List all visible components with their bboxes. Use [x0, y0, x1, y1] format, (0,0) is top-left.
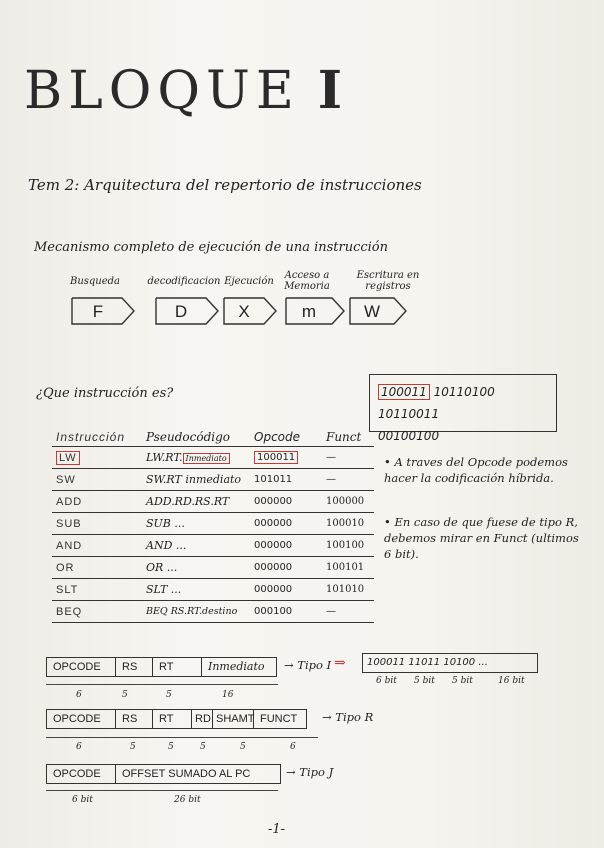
- header-opcode: Opcode: [250, 428, 322, 447]
- width-label: 6: [76, 742, 82, 752]
- cell-funct: 100100: [322, 535, 374, 557]
- stage-d-letter: D: [174, 302, 188, 321]
- cell-instr: ADD: [52, 491, 142, 513]
- table-header-row: [52, 428, 374, 447]
- cell-funct: —: [322, 469, 374, 491]
- table-row: [52, 557, 374, 579]
- mechanism-title: Mecanismo completo de ejecución de una instrucción: [34, 240, 389, 255]
- field-rt: RT: [153, 658, 202, 676]
- cell-pseudo: SW.RT inmediato: [142, 469, 250, 491]
- width-label: 5: [130, 742, 136, 752]
- example-bits-box: 100011 11011 10100 ...: [362, 653, 538, 673]
- example-width: 5 bit: [414, 676, 435, 686]
- instruction-table: [52, 428, 374, 623]
- stage-label-decode: decodificacion: [147, 276, 221, 287]
- cell-pseudo: OR ...: [142, 557, 250, 579]
- cell-pseudo: SUB ...: [142, 513, 250, 535]
- format-r-type: → Tipo R: [322, 710, 374, 724]
- bits-line1-rest: 10110100 10110011: [378, 385, 495, 421]
- cell-instr: LW: [56, 451, 80, 465]
- width-label: 16: [222, 690, 234, 700]
- stage-m-letter: m: [301, 302, 317, 321]
- opcode-bits-highlight: 100011: [378, 384, 430, 400]
- cell-opcode: 000000: [250, 579, 322, 601]
- width-label: 5: [166, 690, 172, 700]
- width-label: 5: [168, 742, 174, 752]
- width-label: 6: [76, 690, 82, 700]
- cell-funct: —: [322, 447, 374, 469]
- note-funct: • En caso de que fuese de tipo R, debemos mirar en Funct (ultimos 6 bit).: [384, 515, 579, 561]
- field-rs: RS: [116, 710, 153, 728]
- format-i-row: [46, 657, 277, 677]
- title-roman-numeral: I: [317, 60, 349, 121]
- cell-instr: BEQ: [52, 601, 142, 623]
- format-j-scale: [46, 790, 278, 791]
- width-label: 6: [290, 742, 296, 752]
- cell-funct: 101010: [322, 579, 374, 601]
- field-shamt: SHAMT: [213, 710, 254, 728]
- table-row: [52, 447, 374, 469]
- cell-instr: SUB: [52, 513, 142, 535]
- cell-pseudo: SLT ...: [142, 579, 250, 601]
- page-number: -1-: [268, 822, 286, 837]
- example-arrow: ⇒: [334, 655, 346, 671]
- header-funct: Funct: [322, 428, 374, 447]
- cell-pseudo: BEQ RS.RT.destino: [142, 601, 250, 623]
- instruction-bits-box: [369, 374, 557, 443]
- field-rd: RD: [192, 710, 213, 728]
- pipeline-diagram: [60, 296, 420, 330]
- table-row: [52, 535, 374, 557]
- stage-w-letter: W: [363, 302, 381, 321]
- stage-x-letter: X: [238, 302, 250, 321]
- cell-funct: 100101: [322, 557, 374, 579]
- stage-f-letter: F: [92, 302, 104, 321]
- format-i-type: → Tipo I: [284, 658, 332, 672]
- cell-pseudo-highlight: Inmediato: [183, 453, 230, 464]
- cell-instr: AND: [52, 535, 142, 557]
- cell-pseudo: ADD.RD.RS.RT: [142, 491, 250, 513]
- cell-opcode: 000000: [250, 491, 322, 513]
- width-label: 5: [200, 742, 206, 752]
- table-row: [52, 579, 374, 601]
- question-text: ¿Que instrucción es?: [36, 386, 174, 401]
- width-label: 26 bit: [174, 795, 201, 805]
- width-label: 5: [240, 742, 246, 752]
- field-offset: OFFSET SUMADO AL PC: [122, 768, 251, 780]
- table-row: [52, 513, 374, 535]
- cell-funct: 100010: [322, 513, 374, 535]
- stage-label-fetch: Busqueda: [69, 276, 121, 287]
- table-row: [52, 469, 374, 491]
- stage-label-writeback: Escritura en registros: [356, 270, 420, 292]
- cell-opcode: 000000: [250, 513, 322, 535]
- cell-opcode: 000000: [250, 535, 322, 557]
- cell-instr: OR: [52, 557, 142, 579]
- cell-pseudo: LW.RT.: [146, 451, 183, 464]
- example-width: 5 bit: [452, 676, 473, 686]
- cell-opcode: 000100: [250, 601, 322, 623]
- stage-label-execute: Ejecución: [224, 276, 274, 287]
- field-opcode: OPCODE: [47, 765, 116, 783]
- cell-instr: SW: [52, 469, 142, 491]
- table-row: [52, 491, 374, 513]
- header-instruction: Instrucción: [52, 428, 142, 447]
- field-funct: FUNCT: [260, 713, 298, 725]
- example-width: 6 bit: [376, 676, 397, 686]
- table-row: [52, 601, 374, 623]
- width-label: 6 bit: [72, 795, 93, 805]
- topic-subtitle: Tem 2: Arquitectura del repertorio de instrucciones: [28, 176, 422, 194]
- field-rs: RS: [116, 658, 153, 676]
- width-label: 5: [122, 690, 128, 700]
- cell-opcode: 000000: [250, 557, 322, 579]
- format-j-row: [46, 764, 281, 784]
- field-opcode: OPCODE: [47, 710, 116, 728]
- bits-line2: 00100100: [378, 429, 440, 443]
- cell-pseudo: AND ...: [142, 535, 250, 557]
- format-i-scale: [46, 684, 278, 685]
- stage-label-memory: Acceso a Memoria: [284, 270, 330, 292]
- format-r-row: [46, 709, 307, 729]
- header-pseudocode: Pseudocódigo: [142, 428, 250, 447]
- cell-funct: 100000: [322, 491, 374, 513]
- title-main: BLOQUE: [24, 61, 300, 121]
- cell-opcode: 101011: [250, 469, 322, 491]
- cell-instr: SLT: [52, 579, 142, 601]
- page-title: [24, 60, 348, 121]
- field-rt: RT: [153, 710, 192, 728]
- cell-opcode: 100011: [254, 451, 298, 464]
- format-j-type: → Tipo J: [286, 765, 334, 779]
- stage-x-shape: [224, 298, 276, 324]
- cell-funct: —: [322, 601, 374, 623]
- example-width: 16 bit: [498, 676, 525, 686]
- field-opcode: OPCODE: [47, 658, 116, 676]
- field-immediate: Inmediato: [208, 660, 265, 673]
- note-opcode: • A traves del Opcode podemos hacer la codificación híbrida.: [384, 455, 568, 485]
- format-r-scale: [46, 737, 318, 738]
